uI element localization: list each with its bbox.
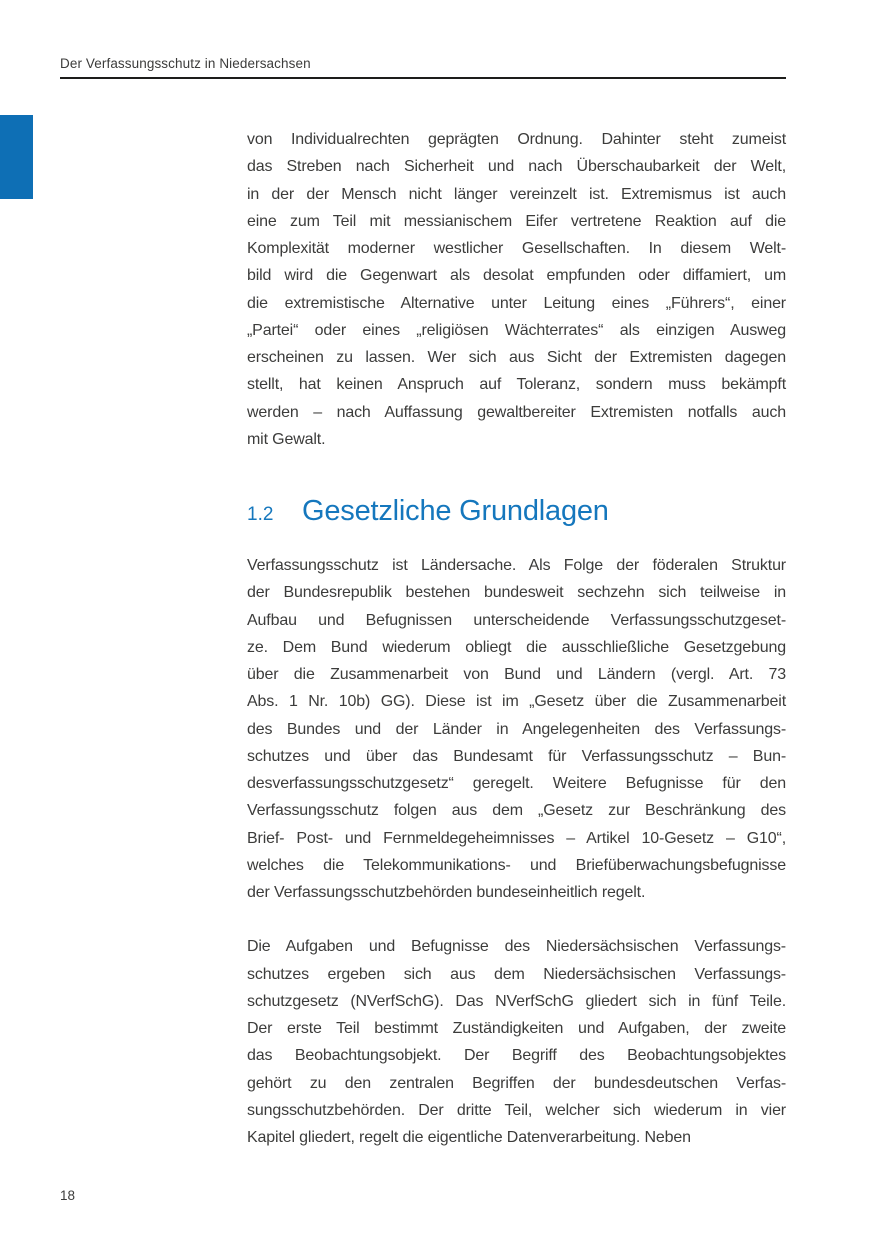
text-line: Abs. 1 Nr. 10b) GG). Diese ist im „Gesetz über die Zusammenarbeit bbox=[247, 693, 786, 711]
text-line: eine zum Teil mit messianischem Eifer vertretene Reaktion auf die bbox=[247, 212, 786, 230]
text-line: schutzes ergeben sich aus dem Niedersächsischen Verfassungs- bbox=[247, 965, 786, 983]
text-line: Verfassungsschutz folgen aus dem „Gesetz zur Beschränkung des bbox=[247, 802, 786, 820]
text-line: schutzgesetz (NVerfSchG). Das NVerfSchG gliedert sich in fünf Teile. bbox=[247, 992, 786, 1010]
text-line: mit Gewalt. bbox=[247, 430, 326, 448]
text-line: Brief- Post- und Fernmeldegeheimnisses – Artikel 10-Gesetz – G10“, bbox=[247, 829, 786, 847]
text-line: das Beobachtungsobjekt. Der Begriff des Beobachtungsobjektes bbox=[247, 1047, 786, 1065]
text-line: stellt, hat keinen Anspruch auf Toleranz, sondern muss bekämpft bbox=[247, 376, 786, 394]
text-line: der Bundesrepublik bestehen bundesweit sechzehn sich teilweise in bbox=[247, 584, 786, 602]
paragraph bbox=[247, 933, 786, 1151]
text-line: des Bundes und der Länder in Angelegenheiten des Verfassungs- bbox=[247, 720, 786, 738]
text-line: „Partei“ oder eines „religiösen Wächterrates“ als einzigen Ausweg bbox=[247, 321, 786, 339]
text-line: Kapitel gliedert, regelt die eigentliche Datenverarbeitung. Neben bbox=[247, 1129, 691, 1146]
section-title: Gesetzliche Grundlagen bbox=[302, 495, 609, 527]
chapter-tab-marker bbox=[0, 115, 33, 199]
text-line: in der der Mensch nicht länger vereinzelt ist. Extremismus ist auch bbox=[247, 185, 786, 203]
text-column bbox=[247, 126, 786, 1151]
text-line: sungsschutzbehörden. Der dritte Teil, welcher sich wiederum in vier bbox=[247, 1101, 786, 1119]
text-line: von Individualrechten geprägten Ordnung. Dahinter steht zumeist bbox=[247, 131, 786, 148]
text-line: erscheinen zu lassen. Wer sich aus Sicht der Extremisten dagegen bbox=[247, 349, 786, 366]
text-line: die extremistische Alternative unter Leitung eines „Führers“, einer bbox=[247, 294, 786, 312]
text-line: Komplexität moderner westlicher Gesellschaften. In diesem Welt- bbox=[247, 240, 786, 257]
text-line: bild wird die Gegenwart als desolat empfunden oder diffamiert, um bbox=[247, 267, 786, 285]
text-line: gehört zu den zentralen Begriffen der bundesdeutschen Verfas- bbox=[247, 1074, 786, 1092]
text-line: Die Aufgaben und Befugnisse des Niedersächsischen Verfassungs- bbox=[247, 938, 786, 956]
text-line: über die Zusammenarbeit von Bund und Ländern (vergl. Art. 73 bbox=[247, 666, 786, 683]
page-number: 18 bbox=[60, 1188, 76, 1203]
text-line: Aufbau und Befugnissen unterscheidende Verfassungsschutzgeset- bbox=[247, 611, 786, 629]
header-rule bbox=[60, 77, 786, 79]
text-line: desverfassungsschutzgesetz“ geregelt. Weitere Befugnisse für den bbox=[247, 775, 786, 792]
section-heading bbox=[247, 495, 786, 528]
paragraph bbox=[247, 552, 786, 906]
text-line: Der erste Teil bestimmt Zuständigkeiten und Aufgaben, der zweite bbox=[247, 1020, 786, 1037]
text-line: ze. Dem Bund wiederum obliegt die ausschließliche Gesetzgebung bbox=[247, 638, 786, 656]
text-line: der Verfassungsschutzbehörden bundeseinheitlich regelt. bbox=[247, 884, 646, 901]
paragraph bbox=[247, 126, 786, 453]
text-line: werden – nach Auffassung gewaltbereiter Extremisten notfalls auch bbox=[247, 403, 786, 421]
running-header-title: Der Verfassungsschutz in Niedersachsen bbox=[60, 56, 311, 71]
text-line: welches die Telekommunikations- und Briefüberwachungsbefugnisse bbox=[247, 856, 786, 874]
text-line: das Streben nach Sicherheit und nach Überschaubarkeit der Welt, bbox=[247, 158, 786, 176]
text-line: Verfassungsschutz ist Ländersache. Als Folge der föderalen Struktur bbox=[247, 557, 786, 574]
text-line: schutzes und über das Bundesamt für Verfassungsschutz – Bun- bbox=[247, 747, 786, 765]
section-number: 1.2 bbox=[247, 504, 274, 525]
